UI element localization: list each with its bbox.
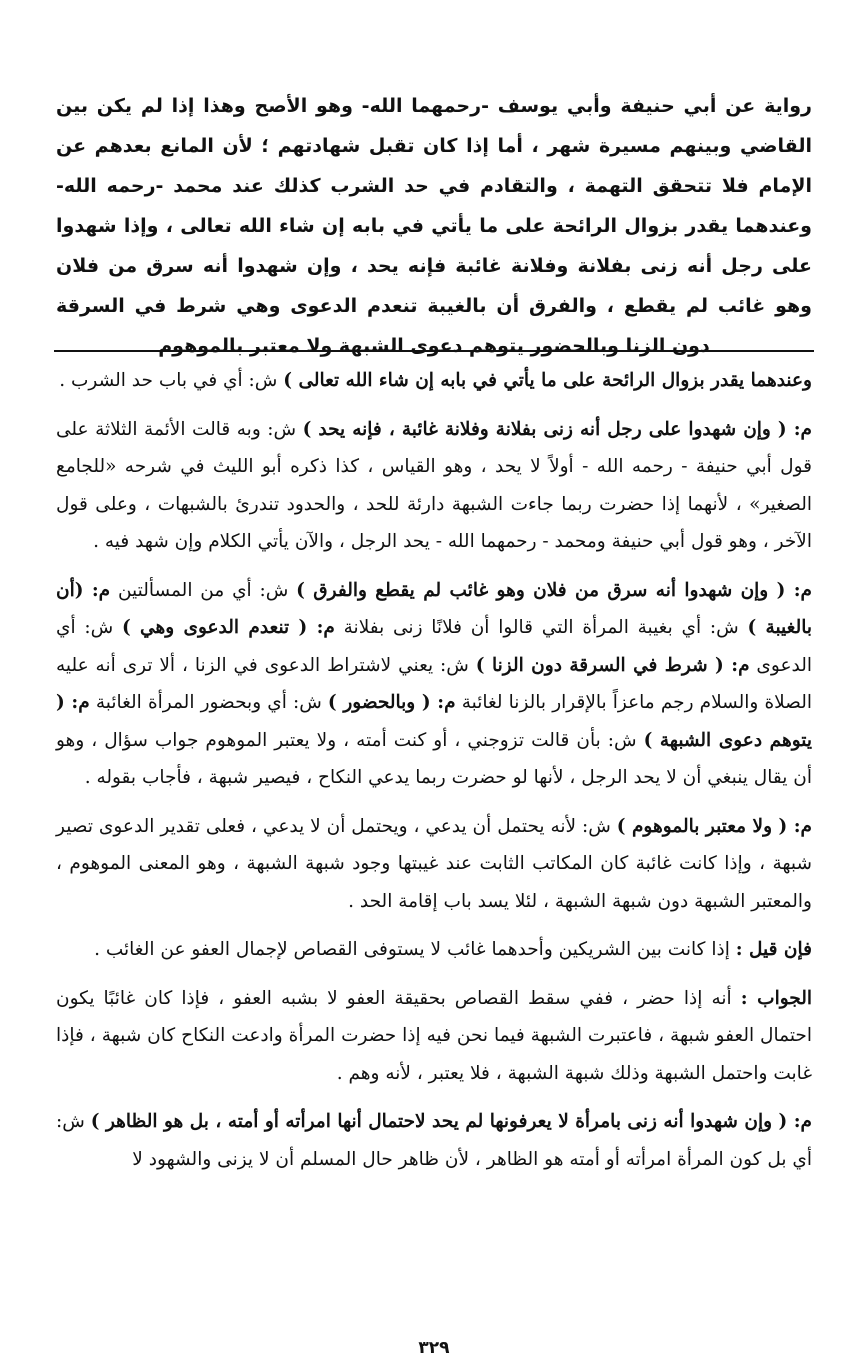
commentary-text: ش: أي وبحضور المرأة الغائبة <box>89 692 328 713</box>
quoted-text: م: ( وإن شهدوا أنه زنى بامرأة لا يعرفونها لم يحد لاحتمال أنها امرأته أو أمته ، بل هو الظاهر ) <box>90 1111 812 1132</box>
commentary-text: ش: وبه قالت الأئمة الثلاثة على قول أبي حنيفة - رحمه الله - أولاً لا يحد ، وهو القياس ، كذا ذكره أبو الليث في شرحه «للجامع الصغير» ، لأنهما إذا حضرت ربما جاءت الشبهة دارئة للحد ، والحدود تندرئ بالشبهات ، وعلى قول الآخر ، وهو قول أبي حنيفة ومحمد - رحمهما الله - يحد الرجل ، والآن يأتي الكلام وإن شهد فيه . <box>56 418 812 552</box>
matn-main-text <box>56 86 812 366</box>
commentary-text: ش: لأنه يحتمل أن يدعي ، ويحتمل أن لا يدعي ، فعلى تقدير الدعوى تصير شبهة ، وإذا كانت غائبة كان المكاتب الثابت عند غيبتها وجود شبهة الشبهة ، وهو المعنى الموهوم ، والمعتبر الشبهة دون شبهة الشبهة ، لئلا يسد باب إقامة الحد . <box>56 815 812 912</box>
commentary-text: ش: أي الدعوى <box>56 617 812 676</box>
commentary-section <box>56 362 812 1189</box>
quoted-text: م: ( وإن شهدوا على رجل أنه زنى بفلانة وفلانة غائبة ، فإنه يحد ) <box>302 418 812 440</box>
commentary-paragraph-6 <box>56 980 812 1093</box>
commentary-paragraph-4 <box>56 808 812 921</box>
commentary-text: ش: أي من المسألتين <box>110 579 297 601</box>
quoted-text: وعندهما يقدر بزوال الرائحة على ما يأتي في بابه إن شاء الله تعالى ) <box>283 370 812 391</box>
commentary-paragraph-5 <box>56 931 812 969</box>
quoted-text: م: ( شرط في السرقة دون الزنا ) <box>475 654 750 676</box>
commentary-paragraph-2 <box>56 411 812 561</box>
quoted-text: م: ( وبالحضور ) <box>327 692 456 713</box>
quoted-text: م: ( يتوهم دعوى الشبهة ) <box>56 692 812 751</box>
commentary-text: ش: بأن قالت تزوجني ، أو كنت أمته ، ولا يعتبر الموهوم جواب سؤال ، وهو أن يقال ينبغي أن لا يحد الرجل ، لأنها لو حضرت ربما يدعي النكاح ، فيصير شبهة ، فأجاب بقوله . <box>56 729 812 788</box>
commentary-text: ش: أي في باب حد الشرب . <box>59 370 284 391</box>
page-number: ٣٢٩ <box>418 1338 450 1358</box>
quoted-text: م: ( وإن شهدوا أنه سرق من فلان وهو غائب لم يقطع والفرق ) <box>296 579 813 601</box>
quoted-text: م: (أن بالغيبة ) <box>56 579 812 638</box>
commentary-text: أنه إذا حضر ، ففي سقط القصاص بحقيقة العفو لا بشبه العفو ، فإذا كان غائبًا يكون احتمال العفو شبهة ، فاعتبرت الشبهة فيما نحن فيه إذا حضرت المرأة وادعت النكاح كان شبهة ، فإذا غابت واحتمل الشبهة وذلك شبهة الشبهة ، فلا يعتبر ، لأنه وهم . <box>56 987 812 1084</box>
commentary-text: ش: أي بغيبة المرأة التي قالوا أن فلانًا زنى بفلانة <box>334 617 748 638</box>
separator-rule <box>54 350 814 352</box>
commentary-paragraph-1 <box>56 362 812 400</box>
commentary-text: ش: يعني لاشتراط الدعوى في الزنا ، ألا ترى أنه عليه الصلاة والسلام رجم ماعزاً بالإقرار بالزنا لغائبة <box>56 654 812 713</box>
quoted-text: م: ( ولا معتبر بالموهوم ) <box>616 815 812 837</box>
commentary-paragraph-7 <box>56 1103 812 1178</box>
quoted-text: فإن قيل : <box>735 939 812 960</box>
quoted-text: الجواب : <box>740 987 812 1009</box>
commentary-text: إذا كانت بين الشريكين وأحدهما غائب لا يستوفى القصاص لإجمال العفو عن الغائب . <box>94 939 736 960</box>
commentary-paragraph-3 <box>56 572 812 797</box>
quoted-text: م: ( تنعدم الدعوى وهي ) <box>121 617 335 638</box>
commentary-text: ش: أي بل كون المرأة امرأته أو أمته هو الظاهر ، لأن ظاهر حال المسلم أن لا يزنى والشهود لا <box>56 1111 812 1170</box>
matn-paragraph: رواية عن أبي حنيفة وأبي يوسف -رحمهما الله- وهو الأصح وهذا إذا لم يكن بين القاضي وبينهم مسيرة شهر ، أما إذا كان تقبل شهادتهم ؛ لأن المانع بعدهم عن الإمام فلا تتحقق التهمة ، والتقادم في حد الشرب كذلك عند محمد -رحمه الله- وعندهما يقدر بزوال الرائحة على ما يأتي في بابه إن شاء الله تعالى ، وإذا شهدوا على رجل أنه زنى بفلانة وفلانة غائبة فإنه يحد ، وإن شهدوا أنه سرق من فلان وهو غائب لم يقطع ، والفرق أن بالغيبة تنعدم الدعوى وهي شرط في السرقة دون الزنا وبالحضور يتوهم دعوى الشبهة ولا معتبر بالموهوم <box>56 95 812 357</box>
